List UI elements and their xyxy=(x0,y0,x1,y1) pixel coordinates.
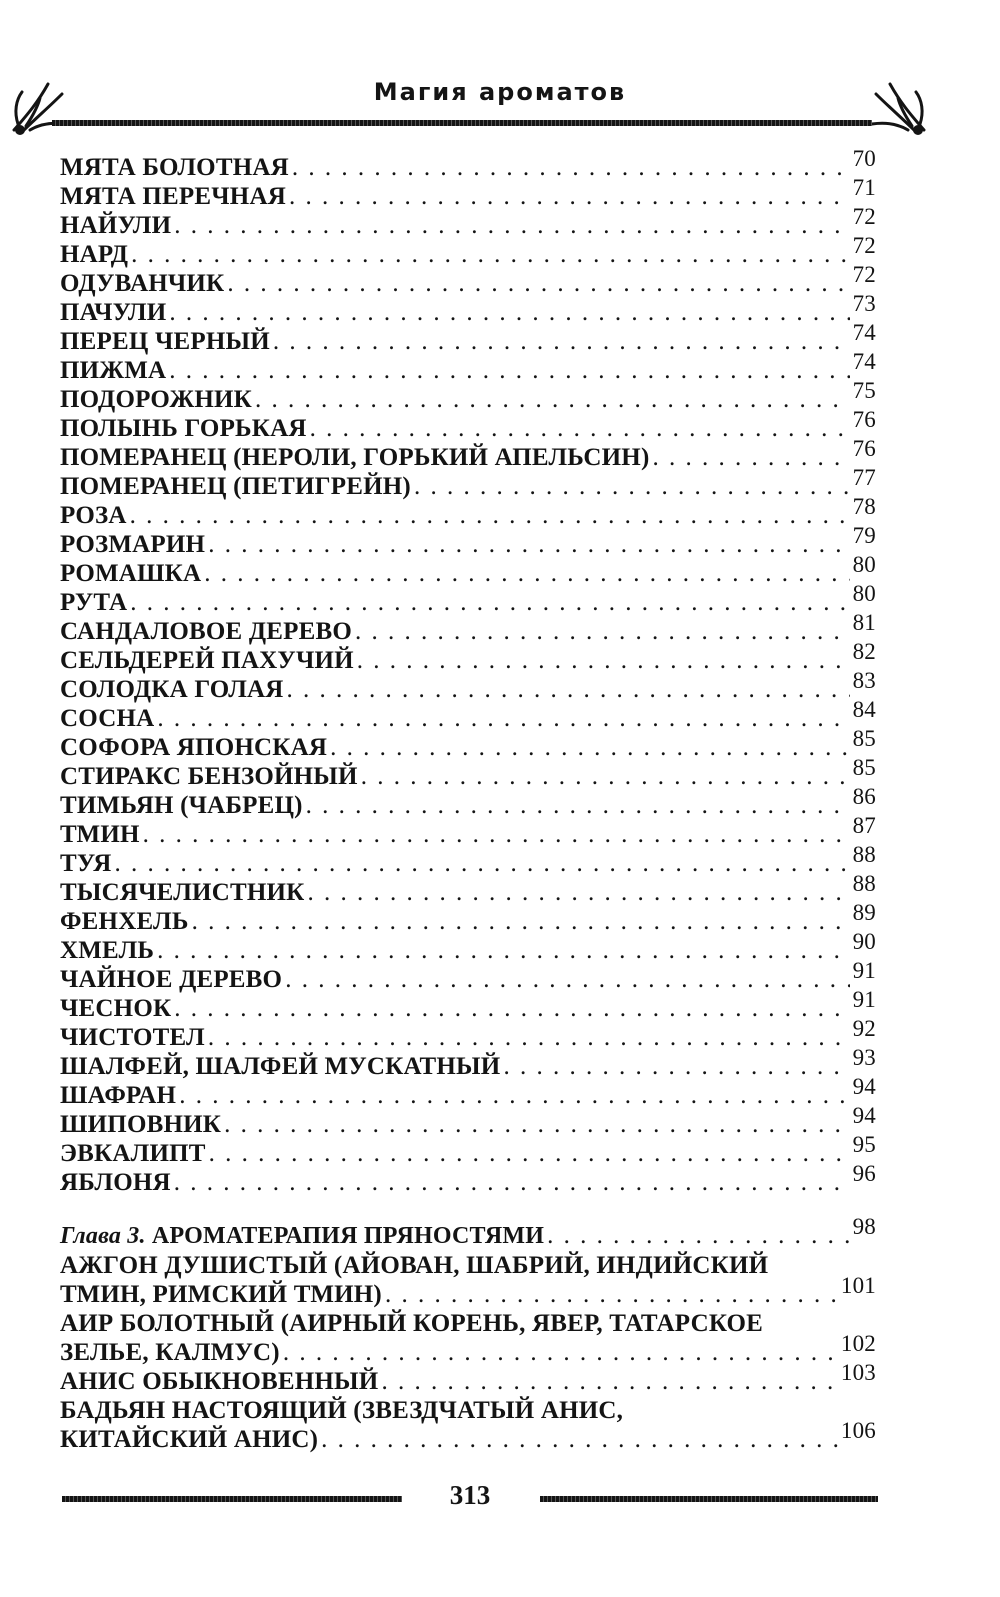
toc-entry xyxy=(60,465,876,502)
toc-entry-label: ПОЛЫНЬ ГОРЬКАЯ xyxy=(60,415,307,442)
leader-dots xyxy=(157,937,849,965)
toc-entry-page: 82 xyxy=(852,639,876,664)
toc-entry xyxy=(60,1251,876,1309)
toc-entries xyxy=(60,146,876,1198)
toc-entry-page: 88 xyxy=(852,842,876,867)
toc-entry-page: 102 xyxy=(840,1331,876,1356)
leader-dots xyxy=(157,705,849,733)
toc-entry xyxy=(60,900,876,937)
leader-dots xyxy=(227,270,849,298)
leader-dots xyxy=(306,792,850,820)
leader-dots xyxy=(414,473,850,501)
toc-entry-label: ПОМЕРАНЕЦ (ПЕТИГРЕЙН) xyxy=(60,473,411,500)
leader-dots xyxy=(273,328,850,356)
toc-entry-page: 90 xyxy=(852,929,876,954)
toc-entry-label: ЯБЛОНЯ xyxy=(60,1169,171,1196)
toc-entry-page: 85 xyxy=(852,726,876,751)
toc-entry-label: ФЕНХЕЛЬ xyxy=(60,908,189,935)
leader-dots xyxy=(287,676,850,704)
toc-entry xyxy=(60,755,876,792)
leader-dots xyxy=(357,647,850,675)
toc-entry-label: СТИРАКС БЕНЗОЙНЫЙ xyxy=(60,763,358,790)
toc-entry-page: 88 xyxy=(852,871,876,896)
toc-entry-label: ЧИСТОТЕЛ xyxy=(60,1024,205,1051)
toc-entry xyxy=(60,1360,876,1396)
toc-entry-label: МЯТА ПЕРЕЧНАЯ xyxy=(60,183,286,210)
leader-dots xyxy=(131,241,849,269)
leader-dots xyxy=(283,1338,838,1367)
leader-dots xyxy=(130,502,850,530)
toc-entry-label: ПАЧУЛИ xyxy=(60,299,167,326)
toc-entry-page: 78 xyxy=(852,494,876,519)
leader-dots xyxy=(130,589,849,617)
toc-entry-page: 70 xyxy=(852,146,876,171)
toc-entry-label: ПОМЕРАНЕЦ (НЕРОЛИ, ГОРЬКИЙ АПЕЛЬСИН) xyxy=(60,444,650,471)
running-header-title: Магия ароматов xyxy=(373,78,627,106)
toc-entry-page: 91 xyxy=(852,958,876,983)
toc-entry xyxy=(60,291,876,328)
toc-entry xyxy=(60,1396,876,1454)
toc-entry xyxy=(60,1103,876,1140)
header-rule xyxy=(52,120,872,126)
toc-entry-page: 76 xyxy=(852,407,876,432)
toc-entry-page: 94 xyxy=(852,1074,876,1099)
leader-dots xyxy=(174,212,849,240)
toc-entry-page: 72 xyxy=(852,233,876,258)
toc-entry xyxy=(60,320,876,357)
toc-entry xyxy=(60,726,876,763)
toc-entry-label: РОЗМАРИН xyxy=(60,531,206,558)
toc-entry xyxy=(60,1132,876,1169)
leader-dots xyxy=(289,183,850,211)
toc-entry-label: ПЕРЕЦ ЧЕРНЫЙ xyxy=(60,328,270,355)
toc-entry-label: ТИМЬЯН (ЧАБРЕЦ) xyxy=(60,792,303,819)
toc-entry xyxy=(60,697,876,734)
toc-entry xyxy=(60,407,876,444)
leader-dots xyxy=(192,908,850,936)
toc-entry-page: 84 xyxy=(852,697,876,722)
leader-dots xyxy=(114,850,849,878)
leader-dots xyxy=(209,1140,850,1168)
toc-entry xyxy=(60,175,876,212)
toc-entry-page: 103 xyxy=(840,1360,876,1385)
toc-entry-label: ТЫСЯЧЕЛИСТНИК xyxy=(60,879,305,906)
toc-entry xyxy=(60,1309,876,1367)
toc-entry xyxy=(60,378,876,415)
toc-entry xyxy=(60,871,876,908)
leader-dots xyxy=(255,386,850,414)
toc-entry-page: 80 xyxy=(852,552,876,577)
toc-entry-page: 94 xyxy=(852,1103,876,1128)
footer-rule xyxy=(62,1496,402,1502)
leader-dots xyxy=(208,531,849,559)
toc-entry-page: 80 xyxy=(852,581,876,606)
leader-dots xyxy=(174,1169,850,1197)
toc-entry-page: 83 xyxy=(852,668,876,693)
toc-entry-label: СОФОРА ЯПОНСКАЯ xyxy=(60,734,328,761)
toc-entry-page: 86 xyxy=(852,784,876,809)
leader-dots xyxy=(361,763,850,791)
toc-entry-label: ЗЕЛЬЕ, КАЛМУС) xyxy=(60,1339,280,1366)
toc-entry-page: 71 xyxy=(852,175,876,200)
toc-entry-label: КИТАЙСКИЙ АНИС) xyxy=(60,1426,319,1453)
toc-entry-label: ШИПОВНИК xyxy=(60,1111,222,1138)
toc-entry-page: 72 xyxy=(852,204,876,229)
toc-entry xyxy=(60,784,876,821)
toc-entry xyxy=(60,1045,876,1082)
toc-entry-page: 79 xyxy=(852,523,876,548)
toc-entry-page: 81 xyxy=(852,610,876,635)
toc-entry-page: 92 xyxy=(852,1016,876,1041)
toc-entry xyxy=(60,958,876,995)
toc-entry-label: ХМЕЛЬ xyxy=(60,937,155,964)
chapter-heading xyxy=(60,1214,876,1251)
toc-entry-label: РОМАШКА xyxy=(60,560,202,587)
toc-entry-label: РОЗА xyxy=(60,502,127,529)
toc-entry-page: 72 xyxy=(852,262,876,287)
toc-entry xyxy=(60,668,876,705)
toc-entry-label: НАРД xyxy=(60,241,129,268)
leader-dots xyxy=(321,1425,838,1454)
toc-entry-label: НАЙУЛИ xyxy=(60,212,172,239)
toc-entry-page: 91 xyxy=(852,987,876,1012)
toc-entry-page: 76 xyxy=(852,436,876,461)
toc-entry-page: 77 xyxy=(852,465,876,490)
leader-dots xyxy=(652,444,849,472)
table-of-contents xyxy=(60,146,876,1454)
leader-dots xyxy=(285,966,849,994)
leaf-ornament-icon xyxy=(866,74,930,138)
toc-entry-label: ТУЯ xyxy=(60,850,112,877)
toc-entry xyxy=(60,436,876,473)
leader-dots xyxy=(330,734,850,762)
leader-dots xyxy=(169,357,849,385)
toc-entry-label: ШАЛФЕЙ, ШАЛФЕЙ МУСКАТНЫЙ xyxy=(60,1053,501,1080)
toc-entry-label: ШАФРАН xyxy=(60,1082,177,1109)
page-number: 313 xyxy=(449,1480,491,1510)
toc-entry-label: ОДУВАНЧИК xyxy=(60,270,225,297)
toc-entry-label: САНДАЛОВОЕ ДЕРЕВО xyxy=(60,618,353,645)
leader-dots xyxy=(143,821,850,849)
toc-entry xyxy=(60,349,876,386)
toc-entry xyxy=(60,1074,876,1111)
toc-entry-label-line1: АЖГОН ДУШИСТЫЙ (АЙОВАН, ШАБРИЙ, ИНДИЙСКИЙ xyxy=(60,1252,769,1279)
chapter-title: АРОМАТЕРАПИЯ ПРЯНОСТЯМИ xyxy=(151,1223,545,1249)
toc-entry xyxy=(60,581,876,618)
leader-dots xyxy=(355,618,850,646)
footer-rule xyxy=(540,1496,878,1502)
leader-dots xyxy=(174,995,849,1023)
toc-entry xyxy=(60,552,876,589)
toc-entry xyxy=(60,523,876,560)
leader-dots xyxy=(292,154,850,182)
toc-entry-page: 74 xyxy=(852,320,876,345)
toc-entry xyxy=(60,262,876,299)
toc-entry xyxy=(60,204,876,241)
toc-entry-label: СЕЛЬДЕРЕЙ ПАХУЧИЙ xyxy=(60,647,354,674)
toc-entry-page: 93 xyxy=(852,1045,876,1070)
leader-dots xyxy=(224,1111,850,1139)
toc-entry-label: РУТА xyxy=(60,589,128,616)
toc-entry xyxy=(60,813,876,850)
toc-entry-label: ПОДОРОЖНИК xyxy=(60,386,252,413)
toc-entry xyxy=(60,233,876,270)
toc-entry xyxy=(60,1161,876,1198)
toc-entry-label: МЯТА БОЛОТНАЯ xyxy=(60,154,289,181)
toc-entry xyxy=(60,610,876,647)
toc-entry-page: 96 xyxy=(852,1161,876,1186)
chapter-entries xyxy=(60,1251,876,1454)
toc-entry xyxy=(60,146,876,183)
toc-entry-page: 87 xyxy=(852,813,876,838)
toc-entry-label: СОЛОДКА ГОЛАЯ xyxy=(60,676,284,703)
leader-dots xyxy=(381,1367,837,1396)
toc-entry-label: ТМИН, РИМСКИЙ ТМИН) xyxy=(60,1281,382,1308)
toc-entry xyxy=(60,1016,876,1053)
toc-entry-label: СОСНА xyxy=(60,705,155,732)
toc-entry-page: 95 xyxy=(852,1132,876,1157)
leader-dots xyxy=(179,1082,849,1110)
leader-dots xyxy=(169,299,849,327)
toc-entry xyxy=(60,494,876,531)
toc-entry-page: 101 xyxy=(840,1273,876,1298)
chapter-prefix: Глава 3. xyxy=(60,1223,146,1249)
leader-dots xyxy=(503,1053,849,1081)
toc-entry xyxy=(60,842,876,879)
toc-entry-label: ЧЕСНОК xyxy=(60,995,172,1022)
leader-dots xyxy=(208,1024,850,1052)
toc-entry-page: 89 xyxy=(852,900,876,925)
leader-dots xyxy=(310,415,850,443)
toc-entry-page: 74 xyxy=(852,349,876,374)
toc-entry-label-line1: БАДЬЯН НАСТОЯЩИЙ (ЗВЕЗДЧАТЫЙ АНИС, xyxy=(60,1397,624,1424)
leader-dots xyxy=(307,879,849,907)
toc-entry-label-line1: АИР БОЛОТНЫЙ (АИРНЫЙ КОРЕНЬ, ЯВЕР, ТАТАРСКОЕ xyxy=(60,1310,764,1337)
leader-dots xyxy=(385,1280,838,1309)
toc-entry xyxy=(60,929,876,966)
toc-entry-label: АНИС ОБЫКНОВЕННЫЙ xyxy=(60,1368,379,1395)
toc-entry-page: 85 xyxy=(852,755,876,780)
toc-entry-label: ЭВКАЛИПТ xyxy=(60,1140,206,1167)
toc-entry xyxy=(60,639,876,676)
chapter-page: 98 xyxy=(852,1214,876,1239)
leader-dots xyxy=(204,560,849,588)
toc-entry xyxy=(60,987,876,1024)
toc-entry-label: ПИЖМА xyxy=(60,357,167,384)
toc-entry-label: ЧАЙНОЕ ДЕРЕВО xyxy=(60,966,283,993)
toc-entry-page: 106 xyxy=(840,1418,876,1443)
toc-entry-label: ТМИН xyxy=(60,821,140,848)
toc-entry-page: 73 xyxy=(852,291,876,316)
toc-entry-page: 75 xyxy=(852,378,876,403)
